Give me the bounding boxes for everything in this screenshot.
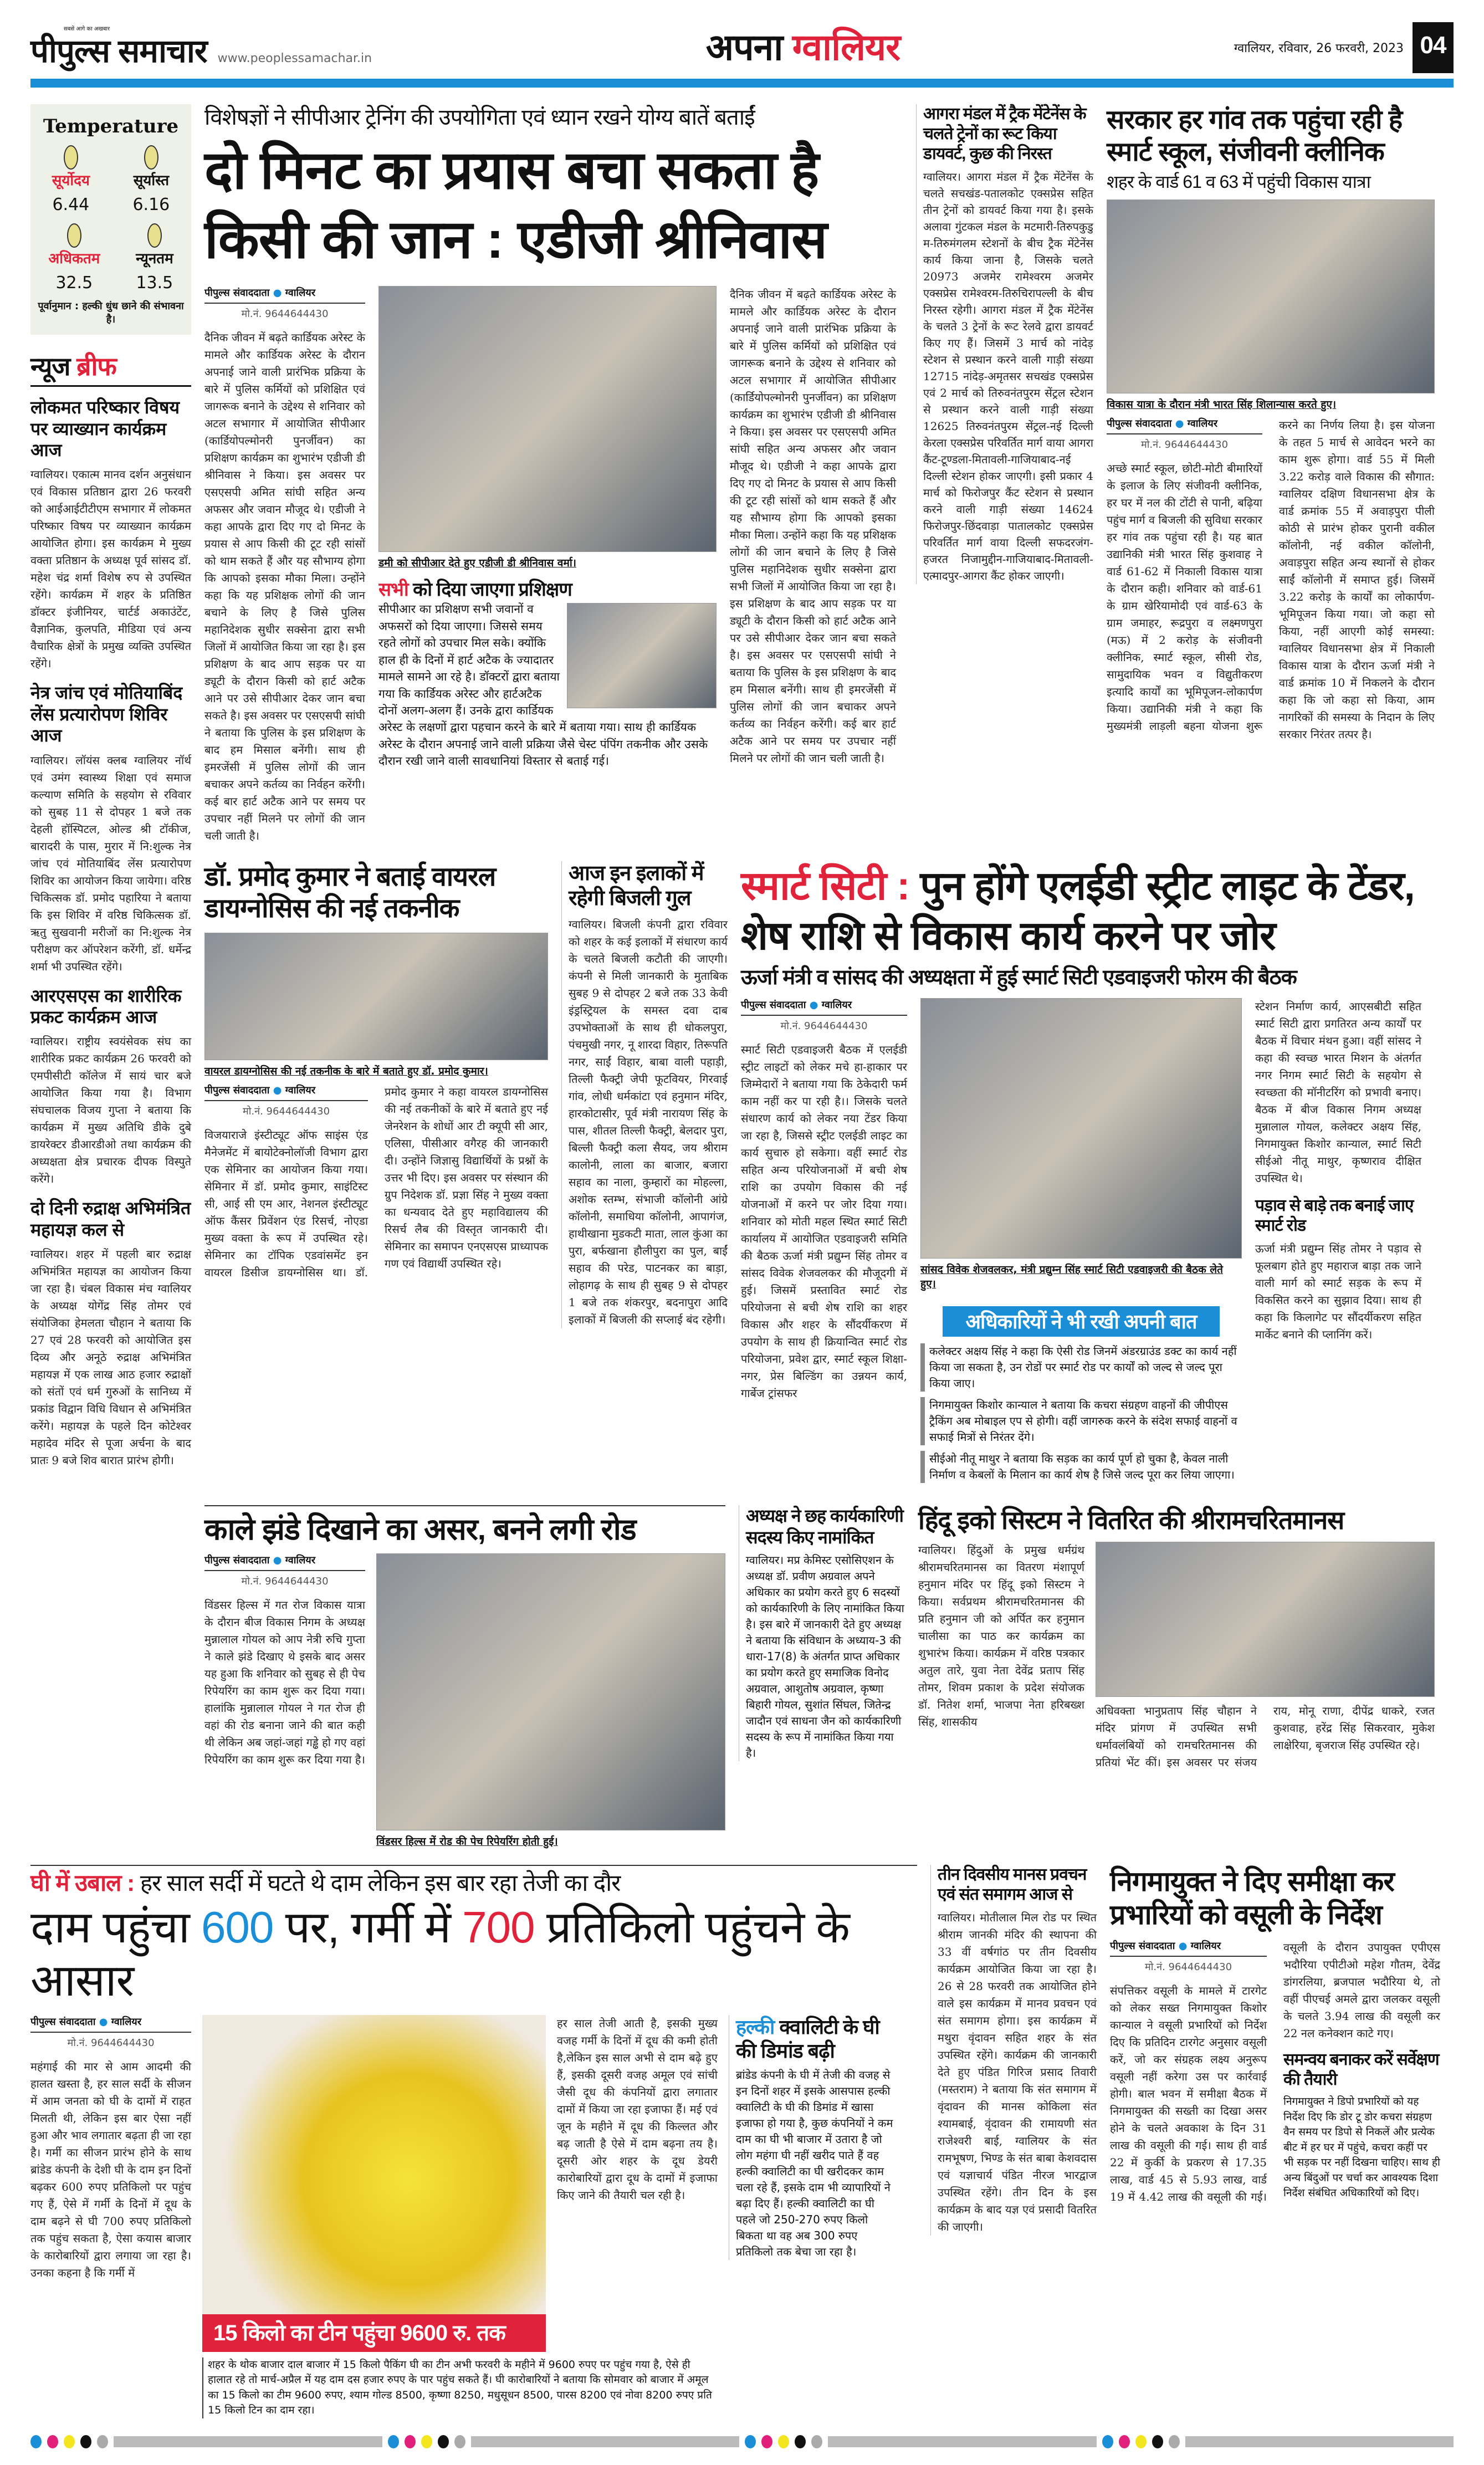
registration-dot xyxy=(64,2435,75,2448)
registration-dot xyxy=(30,2435,42,2448)
registration-dot xyxy=(405,2435,416,2448)
registration-dot xyxy=(745,2435,756,2448)
smart-subhead: ऊर्जा मंत्री व सांसद की अध्यक्षता में हुई स्मार्ट सिटी एडवाइजरी फोरम की बैठक xyxy=(741,965,1297,989)
hindu-body-b: अधिवक्ता भानुप्रताप सिंह चौहान ने मंदिर प्रांगण में उपस्थित सभी धर्मावलंबियों को रामचरितमानस की प्रतियां भेंट कीं। इस अवसर पर संजय राय, मोनू राणा, दीपेंद्र धाकरे, रजत कुशवाह, हरेंद्र सिंह सिकरवार, मुकेश लाक्षेरिया, बृजराज सिंह उपस्थित रहे। xyxy=(1096,1704,1435,1769)
ghee-photo-text: शहर के थोक बाजार दाल बाजार में 15 किलो पैकिंग घी का टीन अभी फरवरी के महीने में 9600 रुपए पर पहुंच गया है, ऐसे ही हालात रहे तो मार्च-अप्रैल में यह दाम दस हजार रुपए के पार पहुंच सकते हैं। घी कारोबारियों ने बताया कि सोमवार को बाजार में अमूल का 15 किलो का टीम 9600 रुपए, श्याम गोल्ड 8500, कृष्णा 8250, मधुसूधन 8500, पारस 8200 एवं नोवा 8200 रुपए प्रति 15 किलो टिन का दाम रहा। xyxy=(202,2357,718,2418)
rti-story xyxy=(739,1505,905,1761)
hindu-headline: हिंदू इको सिस्टम ने वितरित की श्रीरामचरितमानस xyxy=(918,1506,1344,1535)
lead-photo-caption: डमी को सीपीआर देते हुए एडीजी डी श्रीनिवास वर्मा। xyxy=(378,556,576,569)
place: ग्वालियर xyxy=(111,2016,142,2028)
ghee-mobile: मो.नं. 9644644430 xyxy=(67,2037,155,2049)
official-point: सीईओ नीतू माथुर ने बताया कि सड़क का कार्य पूर्ण हो चुका है, केवल नाली निर्माण व केबलों के मिलान का कार्य शेष है जिसे जल्द पूरा कर लिया जाएगा। xyxy=(920,1451,1242,1483)
ghee-kicker-red: घी में उबाल : xyxy=(30,1870,135,1896)
brief-title xyxy=(30,351,191,387)
registration-dot xyxy=(421,2435,432,2448)
power-story xyxy=(561,861,728,1328)
kale-byline: पीपुल्स संवाददाता ● ग्वालियर xyxy=(204,1553,365,1571)
sidebar-head-b: को दिया जाएगा प्रशिक्षण xyxy=(413,579,572,600)
registration-strip xyxy=(30,2435,1454,2448)
smart-side-text: ऊर्जा मंत्री प्रद्युम्न सिंह तोमर ने पड़ाव से फूलबाग होते हुए महाराज बाड़ा तक जाने वाली मार्ग को स्मार्ट सड़क के रूप में विकसित करने का सुझाव दिया। साथ ही कहा कि किलागेट पर सौंदर्यीकरण सहित मार्केट बनाने की प्लानिंग करें। xyxy=(1255,1242,1421,1342)
brief-item-text: ग्वालियर। एकात्म मानव दर्शन अनुसंधान एवं विकास प्रतिष्ठान द्वारा 26 फरवरी को आईआईटीटीएम सभागार में लोकमत परिष्कार विषय पर व्याख्यान कार्यक्रम आयोजित होगा। इस कार्यक्रम मे मुख्य वक्ता प्रतिष्ठान के अध्यक्ष पूर्व सांसद डॉ. महेश चंद्र शर्मा विशेष रुप से उपस्थित रहेंगे। कार्यक्रम में शहर के प्रतिष्ठित डॉक्टर इंजीनियर, चार्टर्ड अकाउंटेंट, वैज्ञानिक, कुलपति, मीडिया एवं अन्य वैचारिक क्षेत्रों के प्रमुख व्यक्ति उपस्थित रहेंगे। xyxy=(30,468,191,671)
ghee-headline xyxy=(30,1901,917,2007)
place: ग्वालियर xyxy=(285,1084,316,1096)
registration-dot xyxy=(47,2435,58,2448)
registration-dot xyxy=(1152,2435,1163,2448)
reporter: पीपुल्स संवाददाता xyxy=(30,2016,96,2028)
kale-photo-caption: विंडसर हिल्स में रोड की पेच रिपेयरिंग होती हुई। xyxy=(376,1835,558,1848)
lead-body-a: दैनिक जीवन में बढ़ते कार्डियक अरेस्ट के मामले और कार्डियक अरेस्ट के दौरान अपनाई जाने वाली प्रारंभिक प्रक्रिया के बारे में पुलिस कर्मियों को प्रशिक्षित एवं जागरूक बनाने के उद्देश्य से शनिवार को अटल सभागार में आयोजित सीपीआर (कार्डियोपल्मोनरी पुनर्जीवन) का प्रशिक्षण कार्यक्रम का शुभारंभ एडीजी डी श्रीनिवास ने किया। इस अवसर पर एसएसपी अमित सांघी सहित अन्य अफसर और जवान मौजूद थे। एडीजी ने कहा आपके द्वारा दिए गए दो मिनट के प्रयास से आप किसी की टूट रही सांसों को थाम सकते हैं और यह सौभाग्य होगा कि आपको इसका मौका मिला। उन्होंने कहा कि यह प्रशिक्षक लोगों की जान बचाने के लिए है जिसे पुलिस महानिदेशक सुधीर सक्सेना द्वारा सभी जिलों में आयोजित किया जा रहा है। इस प्रशिक्षण के बाद आप सड़क पर या ड्यूटी के दौरान किसी को हार्ट अटैक आने पर उसे सीपीआर देकर जान बचा सकते है। इस अवसर पर एसएसपी सांघी ने बताया कि पुलिस के इस प्रशिक्षण के बाद हम मिसाल बनेंगी। साथ ही इमरजेंसी में पुलिस लोगों की जान बचाकर अपने कर्तव्य का निर्वहन करेंगी। कई बार हार्ट अटैक आने पर समय पर उपचार नहीं मिलने पर लोगों की जान चली जाती है। xyxy=(204,330,365,842)
sunrise-value: 6.44 xyxy=(52,195,90,214)
registration-dot xyxy=(388,2435,399,2448)
kale-headline: काले झंडे दिखाने का असर, बनने लगी रोड xyxy=(204,1513,636,1547)
place: ग्वालियर xyxy=(1187,417,1218,429)
reporter: पीपुल्स संवाददाता xyxy=(204,1554,270,1567)
ghee-h-700: 700 xyxy=(462,1902,535,1952)
logo-tagline: सबसे आगे का अखबार xyxy=(64,26,110,33)
ghee-h-600: 600 xyxy=(201,1902,274,1952)
sun-icon xyxy=(64,145,78,170)
reporter: पीपुल्स संवाददाता xyxy=(1107,417,1172,429)
place: ग्वालियर xyxy=(821,999,852,1011)
pramod-story xyxy=(204,861,548,1281)
registration-bar xyxy=(114,2436,382,2447)
kale-body: विंडसर हिल्स में गत रोज विकास यात्रा के दौरान बीज विकास निगम के अध्यक्ष मुन्नालाल गोयल को आप नेत्री रुचि गुप्ता ने काले झंडे दिखाए थे इसके बाद असर यह हुआ कि शनिवार को सुबह से ही पेच रिपेयरिंग का काम शुरू कर दिया गया। हालांकि मुन्नालाल गोयल ने गत रोज ही वहां की रोड बनाना जाने की बात कही थी लेकिन अब जहां-जहां गड्ढे हो गए वहां रिपेयरिंग का काम शुरू कर दिया गया है। xyxy=(204,1598,365,1767)
ghee-story xyxy=(30,1865,917,2418)
registration-dot xyxy=(795,2435,806,2448)
brief-item-text: ग्वालियर। लॉयंस क्लब ग्वालियर नॉर्थ एवं उमंग स्वास्थ्य शिक्षा एवं समाज कल्याण समिति के सहयोग से रविवार को सुबह 11 से दोपहर 1 बजे तक देहली हॉस्पिटल, ओल्ड श्री टॉकीज, बारादरी के पास, मुरार में नि:शुल्क नेत्र जांच एवं मोतियाबिंद लेंस प्रत्यारोपण शिविर का आयोजन किया जायेगा। वरिष्ठ चिकित्सक डॉ. प्रमोद पहारिया ने बताया कि इस शिविर में वरिष्ठ चिकित्सक डॉ. ऋतु सुखवानी मरीजों का नि:शुल्क नेत्र परीक्षण कर ऑपरेशन करेंगी, डॉ. धर्मेन्द्र शर्मा भी उपस्थित रहेंगे। xyxy=(30,753,191,973)
vikas-mobile: मो.नं. 9644644430 xyxy=(1140,438,1229,451)
registration-bar xyxy=(1185,2436,1454,2447)
kale-mobile: मो.नं. 9644644430 xyxy=(241,1576,329,1588)
smart-photo-caption: सांसद विवेक शेजवलकर, मंत्री प्रद्युम्न सिंह स्मार्ट सिटी एडवाइजरी की बैठक लेते हुए। xyxy=(920,1264,1223,1291)
official-point: निगमायुक्त किशोर कान्याल ने बताया कि कचरा संग्रहण वाहनों की जीपीएस ट्रैकिंग अब मोबाइल एप से होगी। वहीं जागरुक करने के संदेश सफाई वाहनों व सफाई मित्रों से निरंतर देंगे। xyxy=(920,1397,1242,1445)
nigam-body: संपत्तिकर वसूली के मामले में टारगेट को लेकर सख्त निगमायुक्त किशोर कान्याल ने वसूली प्रभारियों को निर्देश दिए कि प्रतिदिन टारगेट अनुसार वसूली करें, जो कर संग्रहक लक्ष्य अनुरूप वसूली नहीं करेगा उस पर कार्रवाई होगी। बाल भवन में समीक्षा बैठक में निगमायुक्त की सख्ती का दिखा असर होने के चलते अवकाश के दिन 31 लाख की वसूली की गई। साथ ही वार्ड 22 में कुर्की के प्रकरण से 17.35 लाख, वार्ड 45 से 5.93 लाख, वार्ड 19 में 4.42 लाख की वसूली की गई। वसूली के दौरान उपायुक्त एपीएस भदौरिया एपीटीओ महेश गौतम, देवेंद्र डांगरलिया, ब्रजपाल भदौरिया थे, तो वहीं पीएचई अमले द्वारा जलकर वसूली के चलते 3.94 लाख की वसूली कर 22 नल कनेक्शन काटे गए। xyxy=(1110,1941,1440,2204)
nigam-story xyxy=(1110,1865,1440,2206)
smart-head-red: स्मार्ट सिटी : xyxy=(741,863,910,908)
sidebar-text: सीपीआर का प्रशिक्षण सभी जवानों व अफसरों को दिया जाएगा। जिससे समय रहते लोगों को उपचार मिल सके। क्योंकि हाल ही के दिनों में हार्ट अटैक के ज्यादातर मामले सामने आ रहे है। डॉक्टरों द्वारा बताया गया कि कार्डियक अरेस्ट और हार्टअटैक दोनों अलग-अलग हैं। उनके द्वारा कार्डियक अरेस्ट के लक्षणों द्वारा पहचान करने के बारे में बताया गया। साथ ही कार्डियक अरेस्ट के दौरान अपनाई जाने वाली प्रक्रिया जैसे चेस्ट पंपिंग तकनीक और उसके दौरान रखी जाने वाली सावधानियां विस्तार से बताई गई। xyxy=(378,602,708,768)
news-brief xyxy=(30,351,191,1469)
vikas-headline: सरकार हर गांव तक पहुंचा रही है स्मार्ट स्कूल, संजीवनी क्लीनिक xyxy=(1107,105,1403,167)
place: ग्वालियर xyxy=(285,287,316,299)
official-point: कलेक्टर अक्षय सिंह ने कहा कि ऐसी रोड जिनमें अंडरग्राउंड डक्ट का कार्य नहीं किया जा सकता है, उन रोडों पर स्मार्ट रोड पर कार्यों को जल्द से जल्द पूरा किया जाए। xyxy=(920,1343,1242,1392)
vikas-byline: पीपुल्स संवाददाता ● ग्वालियर xyxy=(1107,417,1262,434)
masthead-logo xyxy=(30,24,372,71)
min-label: न्यूनतम xyxy=(136,250,173,267)
registration-dot xyxy=(97,2435,108,2448)
ghee-side-head xyxy=(736,2015,895,2063)
brief-item-headline: नेत्र जांच एवं मोतियाबिंद लेंस प्रत्यारोपण शिविर आज xyxy=(30,683,183,746)
sidebar-photo xyxy=(567,603,717,708)
brief-item-headline: लोकमत परिष्कार विषय पर व्याख्यान कार्यक्रम आज xyxy=(30,397,180,460)
max-label: अधिकतम xyxy=(48,250,100,267)
thermometer-icon xyxy=(147,223,162,248)
registration-dot xyxy=(80,2435,91,2448)
ghee-photo-banner: 15 किलो का टीन पहुंचा 9600 रु. तक xyxy=(202,2314,546,2352)
registration-dot xyxy=(454,2435,465,2448)
ghee-h-c: प्रतिकिलो पहुंचने के आसार xyxy=(30,1902,850,2005)
manas-story xyxy=(930,1865,1097,2236)
pramod-headline: डॉ. प्रमोद कुमार ने बताई वायरल डायग्नोसिस की नई तकनीक xyxy=(204,862,496,924)
registration-dot xyxy=(438,2435,449,2448)
section-title xyxy=(706,25,900,69)
kale-photo xyxy=(376,1553,725,1830)
masthead xyxy=(30,22,1454,73)
ghee-kicker xyxy=(30,1869,917,1897)
smart-byline: पीपुल्स संवाददाता ● ग्वालियर xyxy=(741,998,907,1016)
vikas-subhead: शहर के वार्ड 61 व 63 में पहुंची विकास यात्रा xyxy=(1107,172,1370,192)
train-body: ग्वालियर। आगरा मंडल में ट्रैक मेंटेनेंस के चलते सचखंड-पतालकोट एक्सप्रेस सहित तीन ट्रेनों को डायवर्ट किया गया है। इसके अलावा गुंटकल मंडल के मटमारी-तिरुपकुडु म-तिरुमंगलम स्टेशनों के बीच ट्रैक मेंटेनेंस कार्य किया जाना है, जिसके चलते 20973 अजमेर रामेश्वरम अजमेर एक्सप्रेस रामेश्वरम-तिरुचिरापल्ली के बीच निरस्त रहेगी। आगरा मंडल में ट्रैक मेंटेनेंस के चलते 3 ट्रेनों के रूट रेलवे द्वारा डायवर्ट किए गए हैं। जिसमें 3 मार्च को नांदेड़ स्टेशन से प्रस्थान करने वाली गाड़ी संख्या 12715 नांदेड़-अमृतसर सचखंड एक्सप्रेस एवं 2 मार्च को तिरुवनंतपुरम सेंट्रल स्टेशन से प्रस्थान करने वाली गाड़ी संख्या 12625 तिरुवनंतपुरम सेंट्रल-नई दिल्ली केरला एक्सप्रेस परिवर्तित मार्ग वाया आगरा कैंट-टूण्डला-मितावली-गाजियाबाद-नई दिल्ली स्टेशन होकर जाएगी। इसी प्रकार 4 मार्च को फिरोजपुर कैंट स्टेशन से प्रस्थान करने वाली गाड़ी संख्या 14624 फिरोजपुर-छिंदवाड़ा पातालकोट एक्सप्रेस परिवर्तित मार्ग वाया दिल्ली सफदरजंग-हजरत निजामुद्दीन-गाजियाबाद-मितावली-एत्मादपुर-आगरा कैंट होकर जाएगी। xyxy=(923,170,1093,582)
power-body: ग्वालियर। बिजली कंपनी द्वारा रविवार को शहर के कई इलाकों में संधारण कार्य के चलते बिजली कटौती की जाएगी। कंपनी से मिली जानकारी के मुताबिक सुबह 9 से दोपहर 2 बजे तक 33 केवी इंड्रस्ट्रियल के समस्त दवा दाब उपभोक्ताओं के साथ ही धोकलपुरा, पंचमुखी नगर, नू शारदा विहार, तिरूपति नगर, साईं विहार, बाबा वाली पहाड़ी, तिल्ली फैक्ट्री जेपी फूटवियर, गिरवाई गांव, लोधी धर्मकांटा एवं हनुमान मंदिर, हारकोटासीर, पूर्व मंत्री नारायण सिंह के पास, शीतल तिल्ली फैक्ट्री, बेलदार पुरा, बिल्ली फैक्ट्री कला सैयद, जय श्रीराम कालोनी, लाला का बाजार, बजारा सहाव का नाला, कुम्हारों का मोहल्ला, अशोक स्तम्भ, संभाजी कॉलोनी आंग्रे कॉलोनी, समाधिया कॉलोनी, आपागंज, हाथीखाना मुडकटी माता, लाल कुंआ का पुरा, बर्फखाना हौलीपुरा का पुल, बाईं सहाव की परेड, पाटनकर का बाड़ा, लोहागढ़ के साथ ही सुबह 9 से दोपहर 1 बजे तक शंकरपुर, बदनापुरा आदि इलाकों में बिजली की सप्लाई बंद रहेगी। xyxy=(569,917,728,1326)
hindu-body-a: ग्वालियर। हिंदुओं के प्रमुख धर्मग्रंथ श्रीरामचरितमानस का वितरण मंशापूर्ण हनुमान मंदिर पर हिंदू इको सिस्टम ने किया। सर्वप्रथम श्रीरामचरितमानस की प्रति हनुमान जी को अर्पित कर हनुमान चालीसा का पाठ कर कार्यक्रम का शुभारंभ किया। कार्यक्रम में वरिष्ठ पत्रकार अतुल तारे, युवा नेता देवेंद्र प्रताप सिंह तोमर, शिवम प्रकाश के प्रदेश संयोजक डॉ. नितेश शर्मा, भाजपा नेता हरिबख्श सिंह, शासकीय xyxy=(918,1543,1084,1728)
brief-item xyxy=(30,397,191,672)
weather-title: Temperature xyxy=(43,115,179,137)
kale-story xyxy=(204,1505,725,1848)
lead-kicker: विशेषज्ञों ने सीपीआर ट्रेनिंग की उपयोगिता एवं ध्यान रखने योग्य बातें बताईं xyxy=(204,105,755,130)
registration-dot xyxy=(778,2435,789,2448)
rti-headline: अध्यक्ष ने छह कार्यकारिणी सदस्य किए नामांकित xyxy=(746,1506,903,1547)
rti-body: ग्वालियर। मप्र केमिस्ट एसोसिएशन के अध्यक्ष डॉ. प्रवीण अग्रवाल अपने अधिकार का प्रयोग करते हुए 6 सदस्यों को कार्यकारिणी के लिए नामांकित किया है। इस बारे में जानकारी देते हुए अध्यक्ष ने बताया कि संविधान के अध्याय-3 की धारा-17(8) के अंतर्गत प्राप्त अधिकार का प्रयोग करते हुए समाजिक विनोद अग्रवाल, आशुतोष अग्रवाल, कृष्णा बिहारी गोयल, सुशांत सिंघल, जितेन्द्र जादौन एवं साधना जैन को कार्यकारिणी सदस्य के रूप में नामांकित किया गया है। xyxy=(746,1553,904,1760)
forecast: पूर्वानुमान : हल्की धुंध छाने की संभावना है। xyxy=(38,300,184,325)
power-headline: आज इन इलाकों में रहेगी बिजली गुल xyxy=(569,861,704,911)
manas-headline: तीन दिवसीय मानस प्रवचन एवं संत समागम आज से xyxy=(938,1865,1087,1904)
lead-byline: पीपुल्स संवाददाता ● ग्वालियर xyxy=(204,286,365,304)
lead-body-b: दैनिक जीवन में बढ़ते कार्डियक अरेस्ट के मामले और कार्डियक अरेस्ट के दौरान अपनाई जाने वाली प्रारंभिक प्रक्रिया के बारे में पुलिस कर्मियों को प्रशिक्षित एवं जागरूक बनाने के उद्देश्य से शनिवार को अटल सभागार में आयोजित सीपीआर (कार्डियोपल्मोनरी पुनर्जीवन) का प्रशिक्षण कार्यक्रम का शुभारंभ एडीजी डी श्रीनिवास ने किया। इस अवसर पर एसएसपी अमित सांघी सहित अन्य अफसर और जवान मौजूद थे। एडीजी ने कहा आपके द्वारा दिए गए दो मिनट के प्रयास से आप किसी की टूट रही सांसों को थाम सकते हैं और यह सौभाग्य होगा कि आपको इसका मौका मिला। उन्होंने कहा कि यह प्रशिक्षक लोगों की जान बचाने के लिए है जिसे पुलिस महानिदेशक सुधीर सक्सेना द्वारा सभी जिलों में आयोजित किया जा रहा है। इस प्रशिक्षण के बाद आप सड़क पर या ड्यूटी के दौरान किसी को हार्ट अटैक आने पर उसे सीपीआर देकर जान बचा सकते है। इस अवसर पर एसएसपी सांघी ने बताया कि पुलिस के इस प्रशिक्षण के बाद हम मिसाल बनेंगी। साथ ही इमरजेंसी में पुलिस लोगों की जान बचाकर अपने कर्तव्य का निर्वहन करेंगी। कई बार हार्ट अटैक आने पर समय पर उपचार नहीं मिलने पर लोगों की जान चली जाती है। xyxy=(730,287,896,765)
sidebar-head xyxy=(378,579,717,601)
registration-dot xyxy=(1119,2435,1130,2448)
lead-photo xyxy=(378,286,717,552)
nigam-side-text: निगमायुक्त ने डिपो प्रभारियों को यह निर्देश दिए कि डोर टू डोर कचरा संग्रहण वैन समय पर डिपो से निकलें और प्रत्येक बीट में हर घर में पहुंचे, कचरा कहीं पर भी सड़क पर नहीं दिखना चाहिए। साथ ही अन्य बिंदुओं पर चर्चा कर आवश्यक दिशा निर्देश संबंधित अधिकारियों को दिए। xyxy=(1283,2095,1440,2200)
registration-dot xyxy=(811,2435,822,2448)
brief-item xyxy=(30,682,191,975)
brief-item-headline: आरएसएस का शारीरिक प्रकट कार्यक्रम आज xyxy=(30,985,182,1027)
smart-photo xyxy=(920,998,1242,1259)
ghee-byline: पीपुल्स संवाददाता ● ग्वालियर xyxy=(30,2015,191,2033)
masthead-rule xyxy=(30,79,1454,88)
vikas-photo xyxy=(1107,200,1435,393)
place: ग्वालियर xyxy=(1190,1940,1221,1952)
registration-dot xyxy=(1135,2435,1147,2448)
brief-item-text: ग्वालियर। शहर में पहली बार रुद्राक्ष अभिमंत्रित महायज्ञ का आयोजन किया जा रहा है। चंबल विकास मंच ग्वालियर के अध्यक्ष योगेंद्र सिंह तोमर एवं संयोजिका हेमलता चौहान ने बताया कि 27 एवं 28 फरवरी को आयोजित इस दिव्य और अनूठे रुद्राक्ष अभिमंत्रित महायज्ञ में एक लाख आठ हजार रुद्राक्षों को संतों एवं धर्म गुरुओं के सानिध्य में प्रकांड विद्वान विधि विधान से अभिमंत्रित करेंगे। महायज्ञ के पहले दिन कोटेश्वर महादेव मंदिर से पूजा अर्चना के बाद प्रातः 9 बजे शिव बारात प्रारंभ होगी। xyxy=(30,1247,191,1467)
registration-dot xyxy=(1169,2435,1180,2448)
pramod-photo xyxy=(204,933,548,1060)
smart-story xyxy=(741,861,1435,1489)
pramod-mobile: मो.नं. 9644644430 xyxy=(242,1105,330,1117)
smart-mobile: मो.नं. 9644644430 xyxy=(780,1020,868,1032)
logo-text: पीपुल्स समाचार xyxy=(30,33,207,70)
registration-bar xyxy=(828,2436,1097,2447)
ghee-body-b: हर साल तेजी आती है, इसकी मुख्य वजह गर्मी के दिनों में दूध की कमी होती है,लेकिन इस साल अभी से दाम बढ़े हुए हैं, इसकी दूसरी वजह अमूल एवं सांची जैसी दूध की कंपनियों द्वारा लगातार दामों में किया जा रहा इजाफा हैं। मई एवं जून के महीने में दूध की किल्लत और बढ़ जाती है ऐसे में दाम बढ़ना तय है। दूसरी ओर शहर के दूध डेयरी कारोबारियों द्वारा दूध के दामों में इजाफा किए जाने की तैयारी चल रही है। xyxy=(557,2016,718,2202)
ghee-side-head-b: क्वालिटी के घी की डिमांड बढ़ी xyxy=(736,2015,879,2062)
pramod-byline: पीपुल्स संवाददाता ● ग्वालियर xyxy=(204,1083,368,1101)
brief-item-headline: दो दिनी रुद्राक्ष अभिमंत्रित महायज्ञ कल से xyxy=(30,1198,191,1240)
reporter: पीपुल्स संवाददाता xyxy=(204,1084,270,1096)
registration-dot xyxy=(1102,2435,1113,2448)
sunset-label: सूर्यास्त xyxy=(133,172,170,189)
page-number: 04 xyxy=(1413,22,1454,73)
vikas-body: अच्छे स्मार्ट स्कूल, छोटी-मोटी बीमारियों के इलाज के लिए संजीवनी क्लीनिक, हर घर में नल की टोंटी से पानी, बढ़िया पहुंच मार्ग व बिजली की सुविधा सरकार हर गांव तक पहुंचा रही है। यह बात उद्यानिकी मंत्री भारत सिंह कुशवाह ने वार्ड 61-62 में निकाली विकास यात्रा के दौरान कही। शनिवार को वार्ड-61 के ग्राम खेरियामोदी एवं वार्ड-63 के ग्राम जमाहर, रूद्रपुरा व लक्ष्मणपुरा (मऊ) में 2 करोड़ के संजीवनी क्लीनिक, स्मार्ट स्कूल, सीसी रोड, सामुदायिक भवन व विद्युतीकरण इत्यादि कार्यों का भूमिपूजन-लोकार्पण किया। उद्यानिकी मंत्री ने कहा कि मुख्यमंत्री लाड़ली बहना योजना शुरू करने का निर्णय लिया है। इस योजना के तहत 5 मार्च से आवेदन भरने का काम शुरू होगा। वार्ड 55 में मिली 3.22 करोड़ वाले विकास की सौगात: ग्वालियर दक्षिण विधानसभा क्षेत्र के वार्ड क्रमांक 55 में अवाड़पुरा पीली कोठी से प्रारंभ होकर पुरानी वकील कॉलोनी, नई वकील कॉलोनी, अवाड़पुरा सहित अन्य स्थानों से होकर साईं कॉलोनी में समाप्त हुई। जिसमें 3.22 करोड़ के कार्यों का लोकार्पण-भूमिपूजन किया गया। जो कहा सो किया, नहीं आएगी कोई समस्या: ग्वालियर विधानसभा क्षेत्र में निकाली विकास यात्रा के दौरान ऊर्जा मंत्री ने वार्ड क्रमांक 10 में निकलने के दौरान कहा कि जो कहा सो किया, आम नागरिकों की समस्या के निदान के लिए सरकार निरंतर तत्पर है। xyxy=(1107,418,1435,741)
weather-box xyxy=(30,104,191,335)
ghee-side-head-a: हल्की xyxy=(736,2015,775,2038)
brief-item xyxy=(30,985,191,1188)
lead-headline: दो मिनट का प्रयास बचा सकता है किसी की जान : एडीजी श्रीनिवास xyxy=(204,141,827,269)
ghee-side-text: ब्रांडेड कंपनी के घी में तेजी की वजह से इन दिनों शहर में इसके आसपास हल्की क्वालिटी के घी की डिमांड में खासा इजाफा हो गया है, कुछ कंपनियों ने कम दाम का घी भी बाजार में उतारा है जो लोग महंगा घी नहीं खरीद पाते हैं वह हल्की क्वालिटी का घी खरीदकर काम चला रहे हैं, इसके दाम भी व्यापारियों ने बढ़ा दिए हैं। हल्की क्वालिटी का घी पहले जो 250-270 रुपए किलो बिकता था वह अब 300 रुपए प्रतिकिलो तक बेचा जा रहा है। xyxy=(736,2068,893,2258)
smart-body-left: स्मार्ट सिटी एडवाइजरी बैठक में एलईडी स्ट्रीट लाइटों को लेकर मचे हा-हाकार पर जिम्मेदारों ने बताया गया कि ठेकेदारी फर्म काम नहीं कर पा रही है।। जिसके चलते संधारण कार्य को लेकर नया टेंडर किया जा रहा है, जिससे स्ट्रीट एलईडी लाइट का कार्य सुचारु हो सकेगा। वहीं स्मार्ट रोड सहित अन्य परियोजनाओं में बची शेष राशि का उपयोग विकास की नई योजनाओं में करने पर जोर दिया गया। शनिवार को मोती महल स्थित स्मार्ट सिटी कार्यालय में आयोजित एडवाइजरी समिति की बैठक ऊर्जा मंत्री प्रद्युम्न सिंह तोमर व सांसद विवेक शेजवलकर की मौजूदगी में हुई। जिसमें प्रस्तावित स्मार्ट रोड परियोजना से बची शेष राशि का शहर विकास और शहर के सौंदर्यीकरण में उपयोग के साथ ही क्रियान्वित स्मार्ट रोड परियोजना, प्रवेश द्वार, स्मार्ट स्कूल शिक्षा-नगर, प्रेस बिल्डिंग का उन्नयन कार्य, गार्बेज ट्रांसफर xyxy=(741,1043,907,1400)
train-headline: आगरा मंडल में ट्रैक मेंटेनेंस के चलते ट्रेनों का रूट किया डायवर्ट, कुछ की निरस्त xyxy=(923,105,1086,163)
section-title-b: ग्वालियर xyxy=(792,27,900,68)
ghee-kicker-text: हर साल सर्दी में घटते थे दाम लेकिन इस बार रहा तेजी का दौर xyxy=(140,1870,621,1896)
nigam-byline: पीपुल्स संवाददाता ● ग्वालियर xyxy=(1110,1939,1267,1957)
brief-item xyxy=(30,1198,191,1469)
min-value: 13.5 xyxy=(136,273,173,293)
vikas-story xyxy=(1107,104,1435,743)
sidebar-head-a: सभी xyxy=(378,579,408,600)
sunset-value: 6.16 xyxy=(132,195,170,214)
pramod-body: विजयाराजे इंस्टीट्यूट ऑफ साइंस एंड मैनेजमेंट में बायोटेक्नोलॉजी विभाग द्वारा एक सेमिनार का आयोजन किया गया। सेमिनार में डॉ. प्रमोद कुमार, साइंटिस्ट सी, आई सी एम आर, नेशनल इंस्टीट्यूट ऑफ कैंसर प्रिवेंशन एंड रिसर्च, नोएडा मुख्य वक्ता के रूप में उपस्थित रहे। सेमिनार का टॉपिक एडवांसमेंट इन वायरल डिसीज डायग्नोसिस था। डॉ. प्रमोद कुमार ने कहा वायरल डायग्नोसिस की नई तकनीकों के बारे में बताते हुए नई जेनरेशन के शोधों आर टी क्यूपी सी आर, एलिसा, पीसीआर वगैरह की जानकारी दी। उन्होंने जिज्ञासु विद्यार्थियों के प्रश्नों के उत्तर भी दिए। इस अवसर पर संस्थान की ग्रुप निदेशक डॉ. प्रज्ञा सिंह ने मुख्य वक्ता का धन्यवाद देते हुए महाविद्यालय की रिसर्च लैब की विस्तृत जानकारी दी। सेमिनार का समापन एनएसएस प्राध्यापक गण एवं विद्यार्थी उपस्थित रहे। xyxy=(204,1085,548,1279)
registration-bar xyxy=(471,2436,740,2447)
nigam-side-head: समन्वय बनाकर करें सर्वेक्षण की तैयारी xyxy=(1283,2050,1439,2089)
nigam-headline: निगमायुक्त ने दिए समीक्षा कर प्रभारियों को वसूली के निर्देश xyxy=(1110,1866,1394,1931)
section-title-a: अपना xyxy=(705,27,783,68)
hindu-story xyxy=(918,1505,1435,1771)
smart-head-main: पुन होंगे एलईडी स्ट्रीट लाइट के टेंडर, शेष राशि से विकास कार्य करने पर जोर xyxy=(741,863,1415,958)
place: ग्वालियर xyxy=(285,1554,316,1567)
smart-box-title: अधिकारियों ने भी रखी अपनी बात xyxy=(943,1306,1220,1337)
reporter: पीपुल्स संवाददाता xyxy=(204,287,270,299)
reporter: पीपुल्स संवाददाता xyxy=(741,999,806,1011)
dateline: ग्वालियर, रविवार, 26 फरवरी, 2023 xyxy=(1234,42,1404,55)
max-value: 32.5 xyxy=(55,273,93,293)
hindu-photo xyxy=(1096,1542,1435,1697)
registration-dot xyxy=(761,2435,772,2448)
ghee-photo xyxy=(202,2015,546,2314)
thermometer-icon xyxy=(67,223,81,248)
vikas-photo-caption: विकास यात्रा के दौरान मंत्री भारत सिंह शिलान्यास करते हुए। xyxy=(1107,398,1337,411)
smart-headline xyxy=(741,861,1435,961)
nigam-mobile: मो.नं. 9644644430 xyxy=(1144,1961,1232,1973)
train-story xyxy=(916,104,1093,584)
ghee-h-b: पर, गर्मी में xyxy=(273,1902,463,1952)
lead-mobile: मो.नं. 9644644430 xyxy=(241,308,329,320)
smart-body-right: स्टेशन निर्माण कार्य, आएसबीटी सहित स्मार्ट सिटी द्वारा प्रगतिरत अन्य कार्यों पर बैठक में विचार मंथन हुआ। वहीं सांसद ने कहा की स्वच्छ भारत मिशन के अंतर्गत नगर निगम स्मार्ट सिटी के सहयोग से स्वच्छता की मॉनीटरिंग को प्रभावी बनाए। बैठक में बीज विकास निगम अध्यक्ष मुन्नालाल गोयल, कलेक्टर अक्षय सिंह, निगमायुक्त किशोर कान्याल, स्मार्ट सिटी सीईओ नीतू माथुर, कृष्णराव दीक्षित उपस्थित थे। xyxy=(1255,1000,1421,1185)
website[interactable]: www.peoplessamachar.in xyxy=(217,52,372,66)
ghee-body-a: महंगाई की मार से आम आदमी की हालत खस्ता है, हर साल सर्दी के सीजन में आम जनता को घी के दामों में राहत मिलती थी, लेकिन इस बार ऐसा नहीं हुआ और भाव लगातार बढ़ता ही जा रहा है। गर्मी का सीजन प्रारंभ होने के साथ ब्रांडेड कंपनी के देशी घी के दाम इन दिनों बढ़कर 600 रुपए प्रतिकिलो पर पहुंच गए हैं, ऐसे में गर्मी के दिनों में दूध के दाम बढ़ने से घी 700 रुपए प्रतिकिलो तक पहुंच सकता है, ऐसा कयास बाजार के कारोबारियों द्वारा लगाया जा रहा है। उनका कहना है कि गर्मी में xyxy=(30,2059,191,2279)
sunrise-label: सूर्योदय xyxy=(52,172,90,189)
lead-story xyxy=(204,104,903,845)
ghee-h-a: दाम पहुंचा xyxy=(30,1902,201,1952)
brief-item-text: ग्वालियर। राष्ट्रीय स्वयंसेवक संघ का शारीरिक प्रकट कार्यक्रम 26 फरवरी को एमपीसीटी कॉलेज में सायं चार बजे आयोजित किया गया है। विभाग संघचालक विजय गुप्ता ने बताया कि कार्यक्रम में मुख्य अतिथि डीके दुबे डायरेक्टर डीआरडीओ तथा कार्यक्रम की अध्यक्षता क्षेत्र प्रचारक दीपक विस्पुते करेंगे। xyxy=(30,1035,191,1186)
manas-body: ग्वालियर। मोतीलाल मिल रोड पर स्थित श्रीराम जानकी मंदिर की स्थापना की 33 वीं वर्षगांठ पर तीन दिवसीय कार्यक्रम आयोजित किया जा रहा है। 26 से 28 फरवरी तक आयोजित होने वाले इस कार्यक्रम में मानव प्रवचन एवं संत समागम होगा। इस कार्यक्रम में मथुरा वृंदावन सहित शहर के संत उपस्थित रहेंगे। कार्यक्रम की जानकारी देते हुए पंडित गिरिज प्रसाद तिवारी (मस्तराम) ने बताया कि संत समागम में वृंदावन की मानस कोकिला संत श्यामबाई, वृंदावन की रामायणी संत राजेश्वरी बाई, ग्वालियर के संत रामभूषण, भिण्ड के संत बाबा केशवदास एवं यज्ञाचार्य पंडित नीरज भारद्वाज उपस्थित रहेंगे। तीन दिन के इस कार्यक्रम के बाद यज्ञ एवं प्रसादी वितरित की जाएगी। xyxy=(938,1911,1097,2234)
smart-side-head: पड़ाव से बाड़े तक बनाई जाए स्मार्ट रोड xyxy=(1255,1196,1414,1235)
brief-title-a: न्यूज xyxy=(30,352,70,381)
reporter: पीपुल्स संवाददाता xyxy=(1110,1940,1175,1952)
pramod-photo-caption: वायरल डायग्नोसिस की नई तकनीक के बारे में बताते हुए डॉ. प्रमोद कुमार। xyxy=(204,1065,488,1077)
lead-sidebar xyxy=(378,579,717,770)
brief-title-b: ब्रीफ xyxy=(76,352,116,381)
sun-icon xyxy=(144,145,158,170)
